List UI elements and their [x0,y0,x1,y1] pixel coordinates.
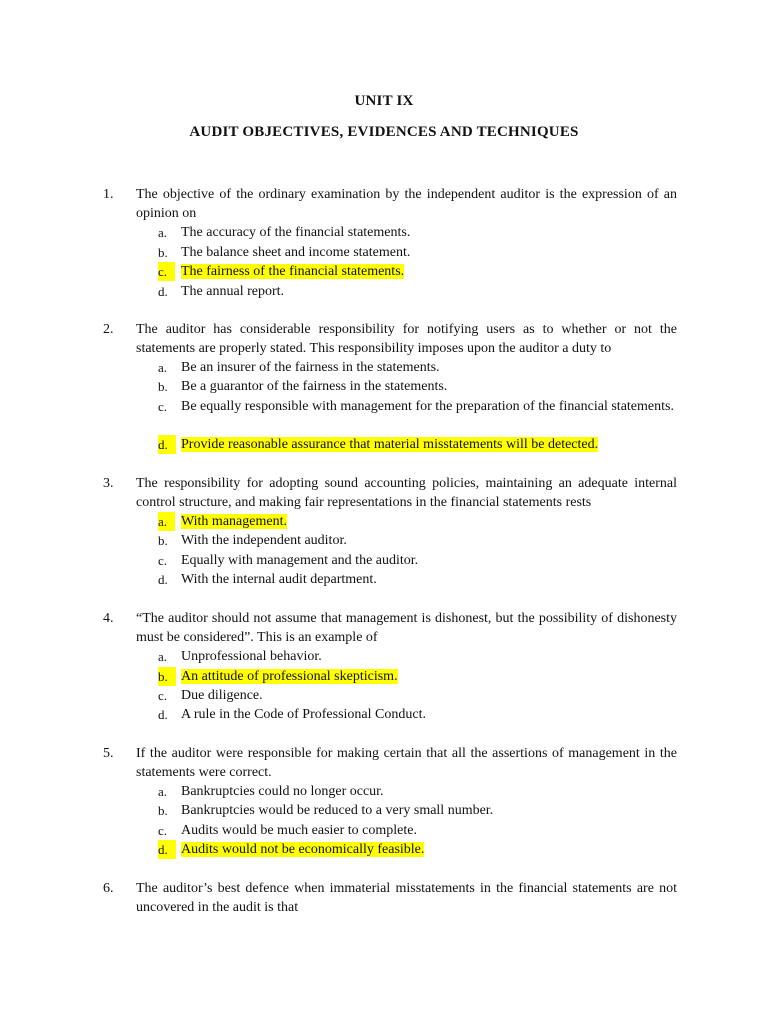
option-letter: a. [158,649,168,664]
question-number: 3. [103,476,114,491]
highlighted-answer-text: An attitude of professional skepticism. [181,669,398,684]
option-letter: a. [158,360,168,375]
question-text: “The auditor should not assume that management is dishonest, but the possibility of dishonesty must be considered”. This is an example of [136,611,677,645]
option-letter: a. [158,784,168,799]
option-letter: b. [158,379,168,394]
option-letter: a. [158,512,175,531]
option-text: Be a guarantor of the fairness in the statements. [181,379,448,394]
option-letter: c. [158,262,175,281]
option-text: With the independent auditor. [181,533,347,548]
option-text: The accuracy of the financial statements. [181,225,411,240]
option-text: Be equally responsible with management for the preparation of the financial statements. [181,399,674,414]
page-title: AUDIT OBJECTIVES, EVIDENCES AND TECHNIQUES [189,124,579,140]
option-text: Due diligence. [181,688,263,703]
highlighted-answer-text: With management. [181,514,287,529]
option-text: A rule in the Code of Professional Conduct. [181,707,426,722]
option-text: Audits would be much easier to complete. [181,823,417,838]
option-letter: c. [158,553,168,568]
option-letter: d. [158,435,176,454]
option-letter: b. [158,533,168,548]
question-text: If the auditor were responsible for making certain that all the assertions of management in the statements were correct. [136,746,677,780]
question-text: The responsibility for adopting sound accounting policies, maintaining an adequate internal control structure, and making fair representations in the financial statements rests [136,476,677,510]
option-text: Be an insurer of the fairness in the statements. [181,360,440,375]
highlighted-answer-text: Provide reasonable assurance that material misstatements will be detected. [181,437,599,452]
highlighted-answer-text: Audits would not be economically feasible. [181,842,425,857]
option-text: Bankruptcies could no longer occur. [181,784,384,799]
question-number: 1. [103,187,114,202]
question-number: 2. [103,322,114,337]
option-letter: c. [158,823,168,838]
option-letter: d. [158,840,176,859]
option-letter: b. [158,803,168,818]
question-number: 5. [103,746,114,761]
option-text: Equally with management and the auditor. [181,553,419,568]
option-letter: c. [158,399,168,414]
question-text: The objective of the ordinary examination by the independent auditor is the expression of an opinion on [136,187,677,221]
question-number: 6. [103,881,114,896]
option-text: With the internal audit department. [181,572,377,587]
option-text: The balance sheet and income statement. [181,245,411,260]
option-letter: b. [158,245,168,260]
unit-heading: UNIT IX [354,93,414,109]
question-text: The auditor has considerable responsibility for notifying users as to whether or not the statements are properly stated. This responsibility imposes upon the auditor a duty to [136,322,677,356]
option-letter: d. [158,707,168,722]
option-letter: d. [158,284,168,299]
option-letter: d. [158,572,168,587]
option-letter: b. [158,667,176,686]
option-text: Bankruptcies would be reduced to a very small number. [181,803,494,818]
option-letter: a. [158,225,168,240]
question-number: 4. [103,611,114,626]
option-text: Unprofessional behavior. [181,649,322,664]
option-letter: c. [158,688,168,703]
question-text: The auditor’s best defence when immaterial misstatements in the financial statements are not uncovered in the audit is that [136,881,677,915]
option-text: The annual report. [181,284,285,299]
highlighted-answer-text: The fairness of the financial statements. [181,264,405,279]
